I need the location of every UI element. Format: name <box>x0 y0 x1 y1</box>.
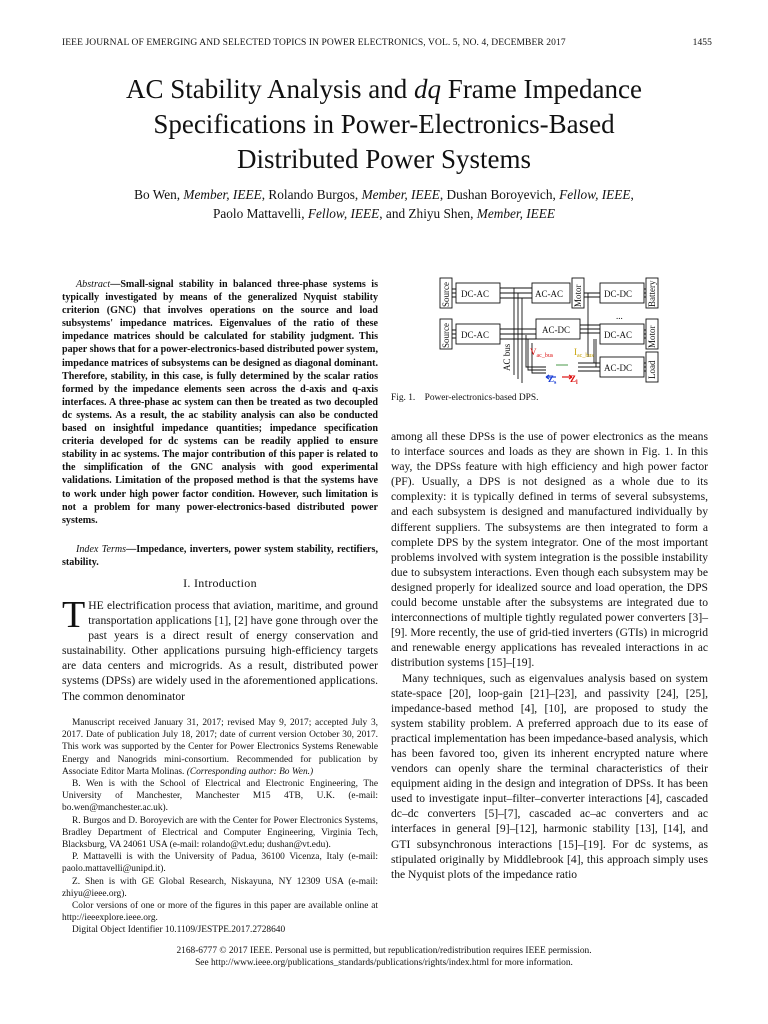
svg-text:AC-DC: AC-DC <box>542 325 571 335</box>
svg-text:AC-AC: AC-AC <box>535 289 564 299</box>
svg-text:Source: Source <box>441 282 451 307</box>
abstract-text: Small-signal stability in balanced three-phase systems is typically investigated by means of the generalized Nyquist stability criterion (GNC) that involves operations on the source and load subsystems' impedance matrices. Eigenvalues of the ratio of these impedance matrices should be calculated for stability judgment. This paper shows that for a power-electronics-based distributed power system, impedance matrices of subsystems can be designed as diagonal dominant. Therefore, stability, in this case, is fully determined by the scalar ratios formed by the impedance elements seen across the d-axis and q-axis interfaces. A three-phase ac system can then be treated as two decoupled dc systems. As a result, the ac stability analysis can also be conducted based on insightful impedance quantities; impedance specification criteria developed for dc systems can be readily applied to ensure stability in ac systems. The major contribution of this paper is related to the simplification of the GNC analysis with good experimental validations. Limitation of the proposed method is that the systems have to work under high power factor condition. However, such limitation is not a problem for many power-electronics-based distributed power systems. <box>62 279 378 526</box>
figure-dps-diagram <box>438 275 660 390</box>
svg-text:DC-DC: DC-DC <box>604 289 633 299</box>
svg-text:Motor: Motor <box>647 325 657 348</box>
svg-text:Vac_bus: $V_{ac\_bus}$ <box>530 347 554 359</box>
footnotes: Manuscript received January 31, 2017; revised May 9, 2017; accepted July 3, 2017. Date of publication July 18, 2017; date of current version October 30, 2017. This work was supported by the Center for Power Electronics Systems Renewable Energy and Nanogrids mini-consortium. Recommended for publication by Associate Editor Marta Molinas. (Corresponding author: Bo Wen.) B. Wen is with the School of Electrical and Electronic Engineering, The University of Manchester, Manchester M15 4TB, U.K. (e-mail: bo.wen@manchester.ac.uk). R. Burgos and D. Boroyevich are with the Center for Power Electronics Systems, Bradley Department of Electrical and Computer Engineering, Virginia Tech, Blacksburg, VA 24061 USA (e-mail: rolando@vt.edu; dushan@vt.edu). P. Mattavelli is with the University of Padua, 36100 Vicenza, Italy (e-mail: paolo.mattavelli@unipd.it). Z. Shen is with GE Global Research, Niskayuna, NY 12309 USA (e-mail: zhiyu@ieee.org). Color versions of one or more of the figures in this paper are available online at http://ieeexplore.ieee.org. Digital Object Identifier 10.1109/JESTPE.2017.2728640 <box>62 718 378 936</box>
abstract: Abstract—Small-signal stability in balanced three-phase systems is typically investigated by means of the generalized Nyquist stability criterion (GNC) that involves operations on the source and load subsystems' impedance matrices. Eigenvalues of the ratio of these impedance matrices should be calculated for stability judgment. This paper shows that for a power-electronics-based distributed power system, impedance matrices of subsystems can be designed as diagonal dominant. Therefore, stability, in this case, is fully determined by the scalar ratios formed by the impedance elements seen across the d-axis and q-axis interfaces. A three-phase ac system can then be treated as two decoupled dc systems. As a result, the ac stability analysis can also be conducted based on insightful impedance quantities; impedance specification criteria developed for dc systems can be readily applied to ensure stability in ac systems. The major contribution of this paper is related to the simplification of the GNC analysis with good experimental validations. Limitation of the proposed method is that the systems have to work under high power factor condition. However, such limitation is not a problem for many power-electronics-based distributed power systems. <box>62 279 378 526</box>
svg-text:Zl: $Z_l$ <box>570 374 578 386</box>
svg-text:Load: Load <box>647 360 657 379</box>
figure-caption: Fig. 1. Power-electronics-based DPS. <box>391 393 539 403</box>
drop-cap: T <box>62 594 86 636</box>
svg-text:AC bus: AC bus <box>502 343 512 371</box>
copyright-footer: 2168-6777 © 2017 IEEE. Personal use is permitted, but republication/redistribution requires IEEE permission. See http://www.ieee.org/publications_standards/publications/rights/index.html for more information. <box>176 946 592 969</box>
svg-text:Motor: Motor <box>573 284 583 307</box>
journal-name: IEEE JOURNAL OF EMERGING AND SELECTED TOPICS IN POWER ELECTRONICS, VOL. 5, NO. 4, DECEMBER 2017 <box>62 38 566 48</box>
svg-text:DC-AC: DC-AC <box>461 330 490 340</box>
page-number: 1455 <box>692 38 712 48</box>
svg-text:AC-DC: AC-DC <box>604 363 633 373</box>
paper-title: AC Stability Analysis and dq Frame Impedance Specifications in Power-Electronics-Based Distributed Power Systems <box>126 74 642 174</box>
svg-text:Zs: $Z_s$ <box>548 374 557 386</box>
intro-paragraph: THE electrification process that aviation, maritime, and ground transportation applications [1], [2] have gone through over the past years is a direct result of energy conservation and sustainability. Other applications pursuing high-efficiency targets are data centers and microgrids. As a result, distributed power systems (DPSs) are widely used in the aforementioned applications. The common denominator <box>62 594 378 703</box>
running-header <box>62 38 712 48</box>
section-heading: I. Introduction <box>183 576 257 590</box>
index-terms: Index Terms—Impedance, inverters, power system stability, rectifiers, stability. <box>62 544 378 569</box>
svg-text:DC-AC: DC-AC <box>461 289 490 299</box>
svg-text:Battery: Battery <box>647 280 657 307</box>
author-list: Bo Wen, Member, IEEE, Rolando Burgos, Member, IEEE, Dushan Boroyevich, Fellow, IEEE, Paolo Mattavelli, Fellow, IEEE, and Zhiyu Shen, Member, IEEE <box>134 187 634 221</box>
svg-text:...: ... <box>616 311 623 321</box>
svg-text:Source: Source <box>441 323 451 348</box>
svg-text:DC-AC: DC-AC <box>604 330 633 340</box>
right-column-text: among all these DPSs is the use of power electronics as the means to interface sources and loads as they are shown in Fig. 1. In this way, the DPSs feature with high efficiency and high power factor (PF). Usually, a DPS is not designed as a whole due to its complexity: it is typically defined in terms of several subsystems, and each subsystem is designed and manufactured individually by different suppliers. The subsystems are then integrated to form a complete DPS by the system integrator. One of the most important problems involved with system integration is the possible instability due to subsystem interactions. Even though each subsystem may be designed properly for idealized source and load operation, the DPS could become unstable after the subsystems are integrated due to interconnections of multiple tightly regulated power converters [3]–[9]. More recently, the use of grid-tied inverters (GTIs) in microgrid and renewable energy applications has revealed interactions in ac distribution systems [15]–[19]. Many techniques, such as eigenvalues analysis based on system state-space [20], loop-gain [21]–[23], and passivity [24], [25], impedance-based method [4], [10], are proposed to study the system stability problem. A preferred approach due to its ease of practical implementation has been impedance-based analysis, which has been favored too, given its inherent encrypted nature where vendors can openly share the terminal characteristics of their equipment aiding in the design and integration of DPSs. It has been used to investigate input–filter–converter interactions [4], cascaded dc–dc converters [5]–[7], cascaded ac–ac converters and ac interfaces in general [9]–[12], harmonic stability [13], [14], and GTI subsynchronous interactions [15]–[19]. For dc systems, as stipulated originally by Middlebrook [4], this approach simply uses the Nyquist plots of the impedance ratio <box>391 430 708 881</box>
svg-text:Iac_bus: $I_{ac\_bus}$ <box>574 347 594 359</box>
